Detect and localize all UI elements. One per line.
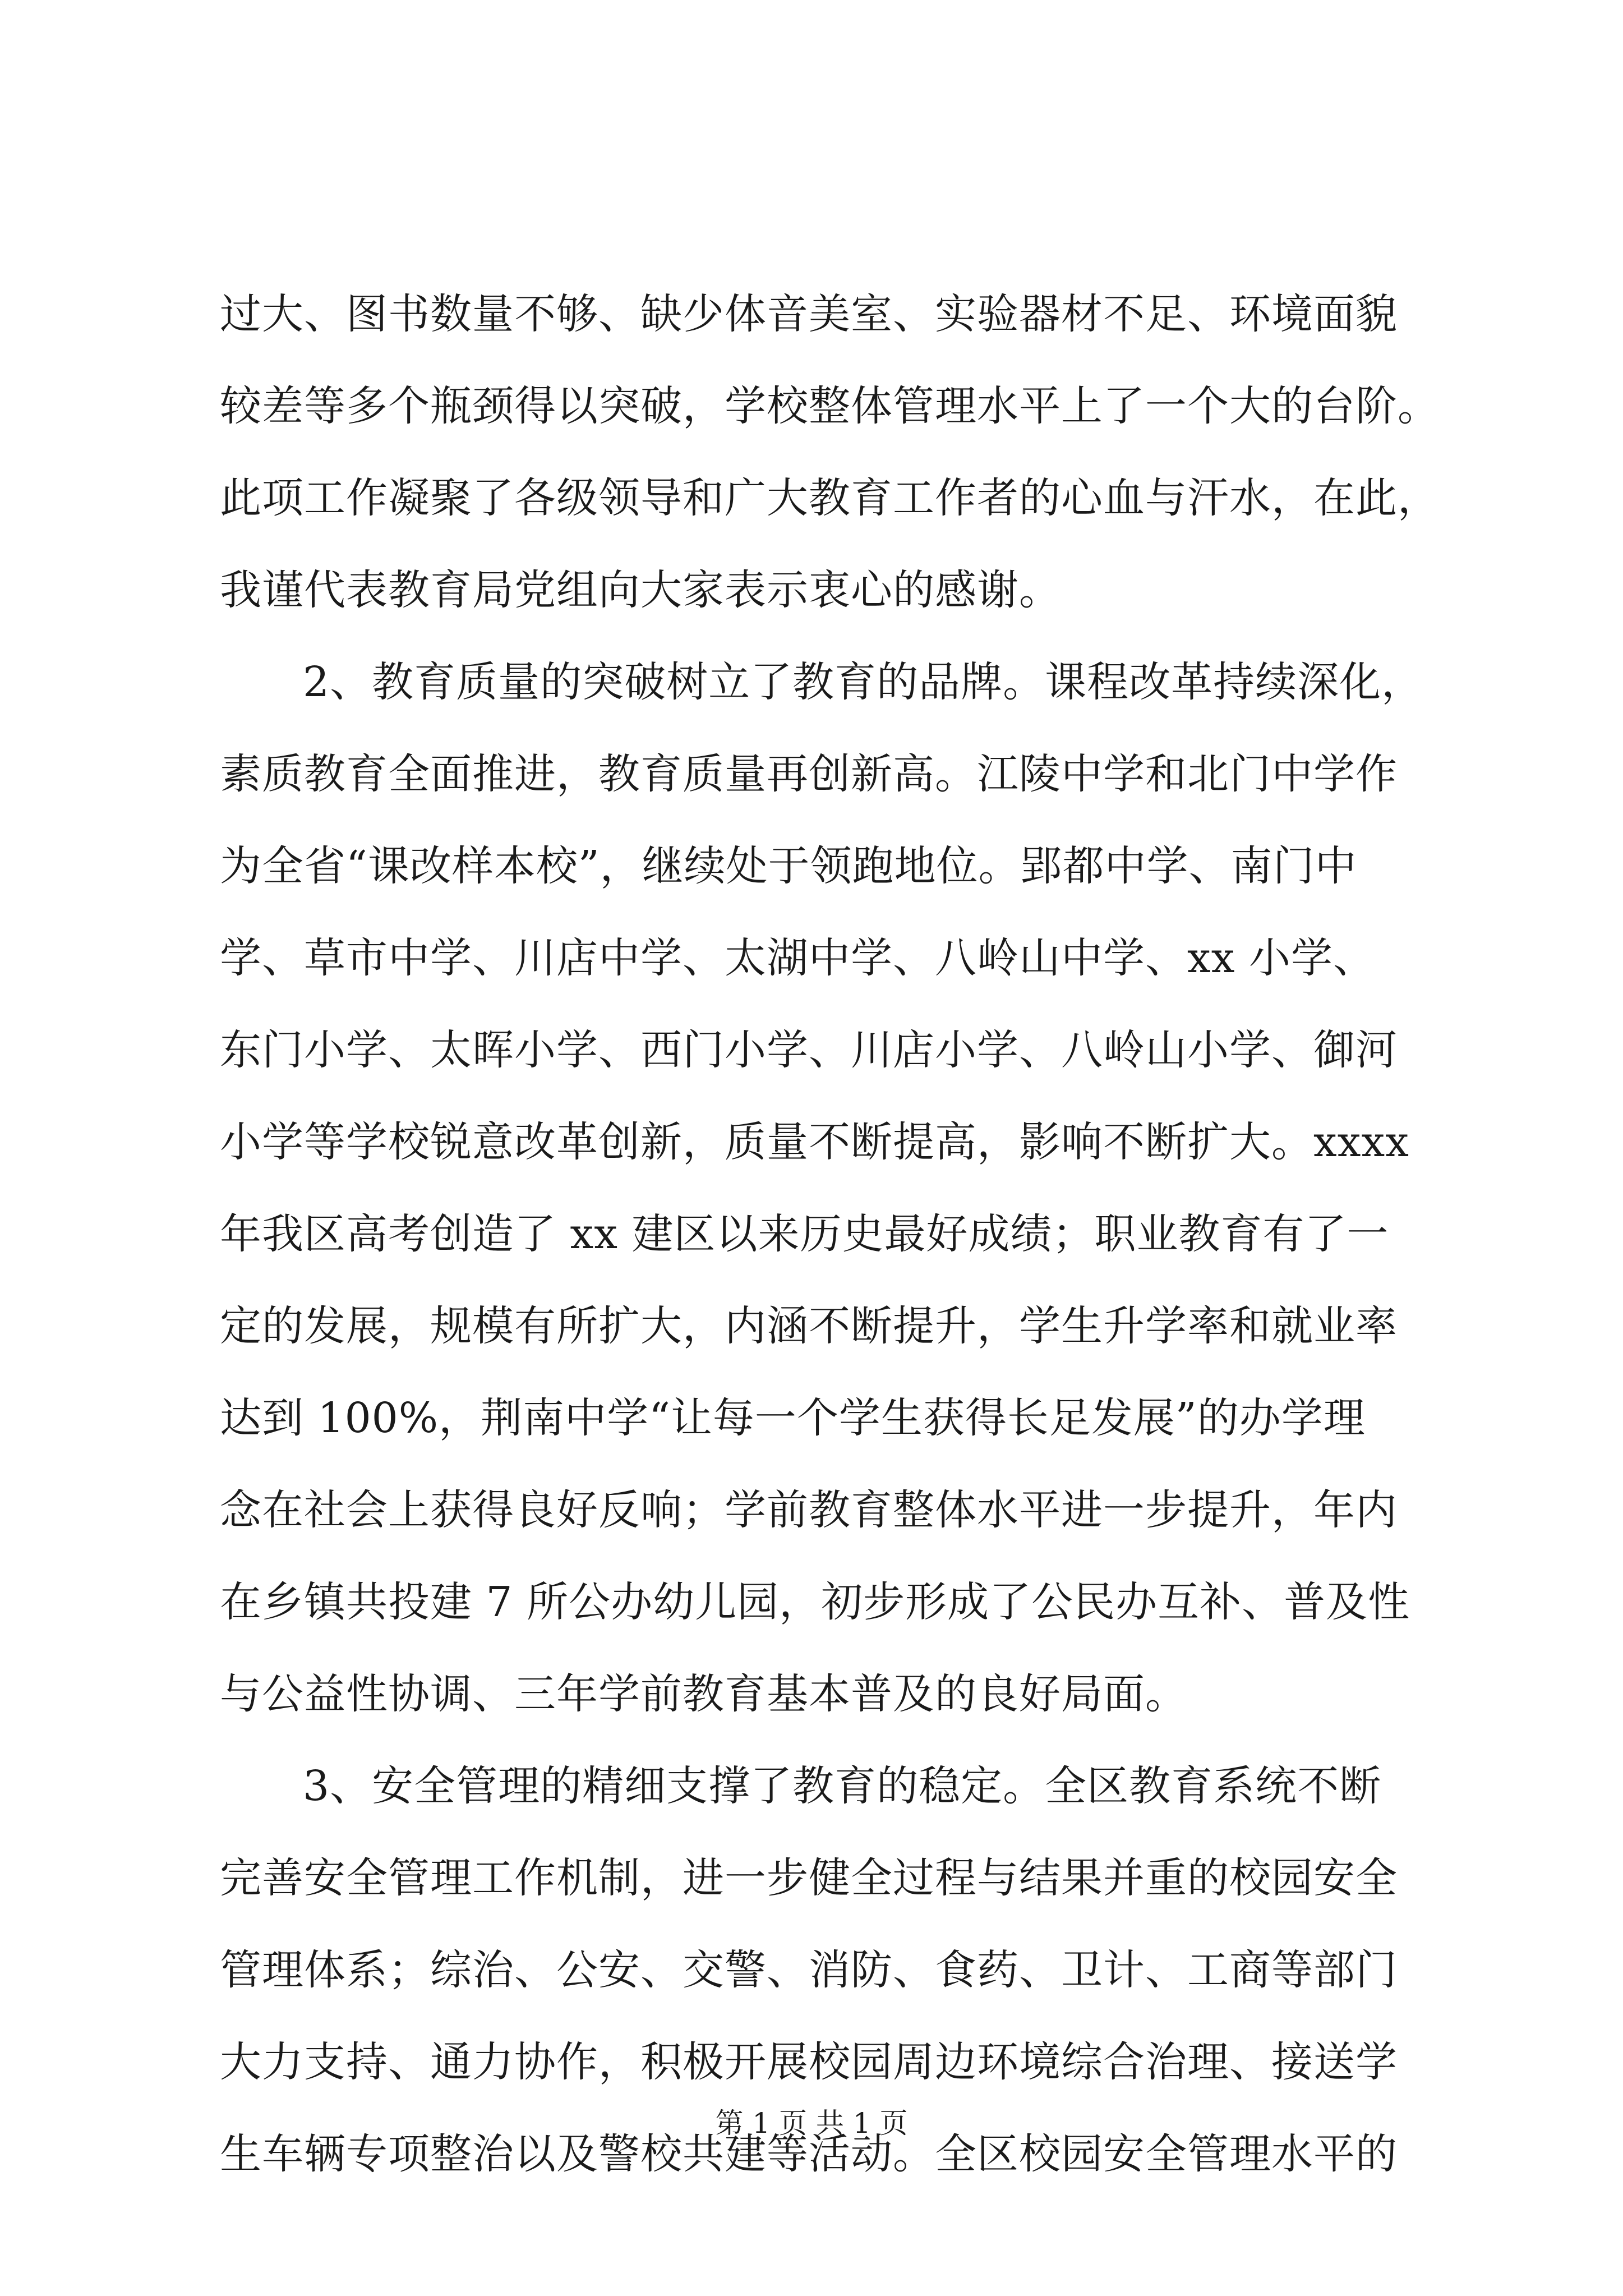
text-line: 达到 100%，荆南中学“让每一个学生获得长足发展”的办学理 (220, 1394, 1366, 1442)
text-line: 东门小学、太晖小学、西门小学、川店小学、八岭山小学、御河 (220, 1026, 1398, 1074)
text-line: 完善安全管理工作机制，进一步健全过程与结果并重的校园安全 (220, 1854, 1398, 1902)
text-line: 管理体系；综治、公安、交警、消防、食药、卫计、工商等部门 (220, 1946, 1398, 1994)
text-line: 过大、图书数量不够、缺少体音美室、实验器材不足、环境面貌 (220, 290, 1398, 338)
text-line: 生车辆专项整治以及警校共建等活动。全区校园安全管理水平的 (220, 2130, 1398, 2178)
text-line: 学、草市中学、川店中学、太湖中学、八岭山中学、xx 小学、 (220, 934, 1375, 982)
text-line: 在乡镇共投建 7 所公办幼儿园，初步形成了公民办互补、普及性 (220, 1578, 1410, 1626)
text-line: 3、安全管理的精细支撑了教育的稳定。全区教育系统不断 (303, 1762, 1382, 1810)
text-line: 与公益性协调、三年学前教育基本普及的良好局面。 (220, 1670, 1187, 1718)
text-line: 念在社会上获得良好反响；学前教育整体水平进一步提升，年内 (220, 1486, 1398, 1534)
text-line: 我谨代表教育局党组向大家表示衷心的感谢。 (220, 566, 1061, 614)
document-body (220, 268, 1442, 2200)
text-line: 为全省“课改样本校”，继续处于领跑地位。郢都中学、南门中 (220, 842, 1357, 890)
text-line: 2、教育质量的突破树立了教育的品牌。课程改革持续深化， (303, 658, 1424, 706)
text-line: 大力支持、通力协作，积极开展校园周边环境综合治理、接送学 (220, 2038, 1398, 2086)
text-line: 素质教育全面推进，教育质量再创新高。江陵中学和北门中学作 (220, 750, 1398, 798)
page-footer: 第 1 页 共 1 页 (715, 2107, 908, 2139)
text-line: 定的发展，规模有所扩大，内涵不断提升，学生升学率和就业率 (220, 1302, 1398, 1350)
text-line: 小学等学校锐意改革创新，质量不断提高，影响不断扩大。xxxx (220, 1118, 1409, 1166)
text-line: 此项工作凝聚了各级领导和广大教育工作者的心血与汗水，在此， (220, 474, 1440, 522)
text-line: 较差等多个瓶颈得以突破，学校整体管理水平上了一个大的台阶。 (220, 382, 1440, 430)
text-line: 年我区高考创造了 xx 建区以来历史最好成绩；职业教育有了一 (220, 1210, 1389, 1258)
